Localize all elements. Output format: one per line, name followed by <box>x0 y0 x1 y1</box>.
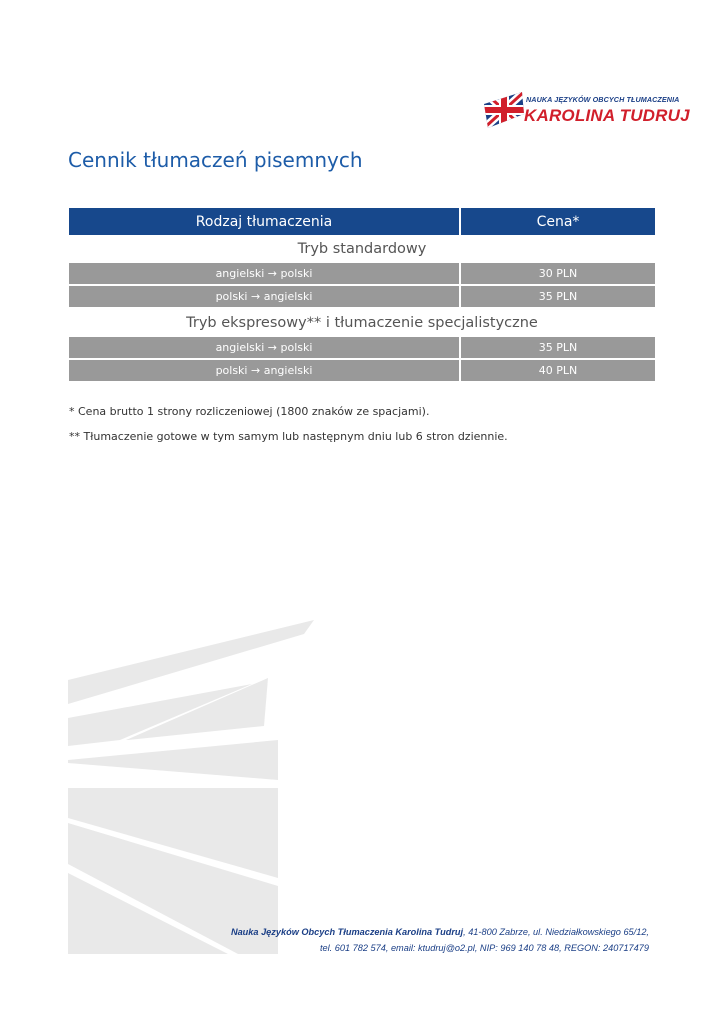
footnotes <box>69 405 508 455</box>
page-footer <box>231 924 649 956</box>
section-title-standard: Tryb standardowy <box>297 241 427 257</box>
translation-type: angielski → polski <box>69 263 460 285</box>
table-header-row <box>69 208 655 235</box>
translation-price: 30 PLN <box>460 263 655 285</box>
table-row <box>69 359 655 382</box>
translation-type: polski → angielski <box>69 359 460 382</box>
company-logo <box>482 88 690 134</box>
translation-price: 40 PLN <box>460 359 655 382</box>
translation-type: angielski → polski <box>69 337 460 359</box>
logo-tagline: NAUKA JĘZYKÓW OBCYCH TŁUMACZENIA <box>526 95 680 104</box>
footer-contact: tel. 601 782 574, email: ktudruj@o2.pl, NIP: 969 140 78 48, REGON: 240717479 <box>319 943 649 953</box>
footer-address: , 41-800 Zabrze, ul. Niedziałkowskiego 65/12, <box>463 927 649 937</box>
translation-price: 35 PLN <box>460 285 655 308</box>
header-translation-type: Rodzaj tłumaczenia <box>69 208 460 235</box>
footer-company: Nauka Języków Obcych Tłumaczenia Karolina Tudruj <box>230 927 464 937</box>
section-row <box>69 235 655 263</box>
footnote-express: ** Tłumaczenie gotowe w tym samym lub następnym dniu lub 6 stron dziennie. <box>69 430 508 443</box>
table-row <box>69 285 655 308</box>
union-jack-flag-icon <box>482 90 526 130</box>
table-row <box>69 337 655 359</box>
header-price: Cena* <box>460 208 655 235</box>
table-row <box>69 263 655 285</box>
section-row <box>69 308 655 337</box>
page-title: Cennik tłumaczeń pisemnych <box>68 148 363 172</box>
price-table <box>69 208 655 383</box>
decorative-flag-watermark <box>68 618 358 958</box>
translation-price: 35 PLN <box>460 337 655 359</box>
translation-type: polski → angielski <box>69 285 460 308</box>
section-title-express: Tryb ekspresowy** i tłumaczenie specjalistyczne <box>186 315 538 331</box>
footer-line-1 <box>231 924 649 940</box>
footnote-price: * Cena brutto 1 strony rozliczeniowej (1800 znaków ze spacjami). <box>69 405 430 418</box>
logo-name: KAROLINA TUDRUJ <box>524 106 690 125</box>
